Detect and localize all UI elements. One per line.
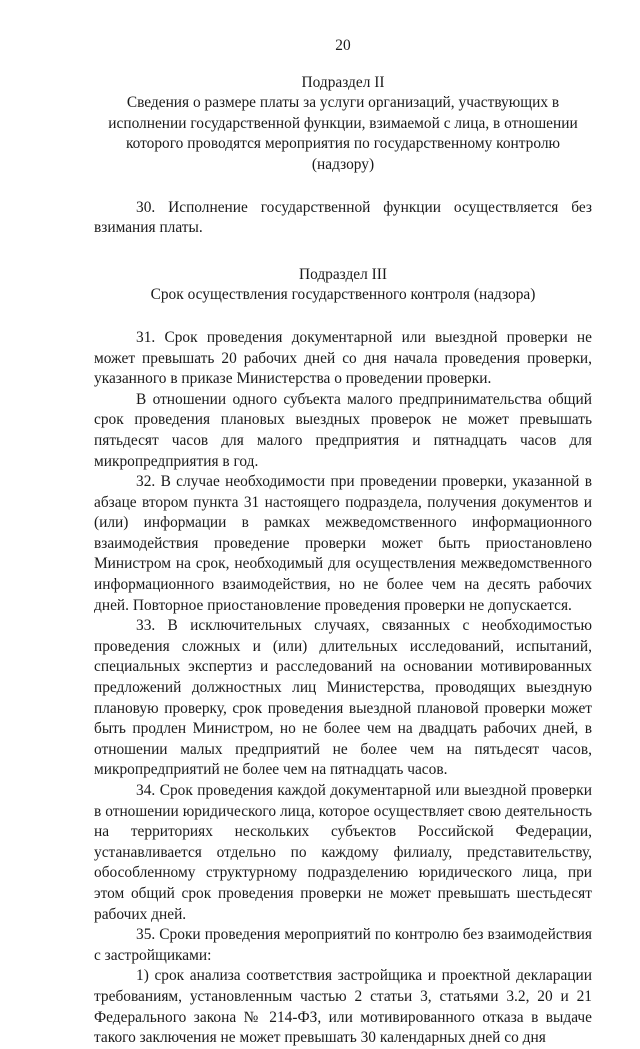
paragraph-33: 33. В исключительных случаях, связанных с необходимостью проведения сложных и (или) длительных исследований, испытаний, специальных экспертиз и расследований на основании мотивированных предложений должностных лиц Министерства, проводящих выездную плановую проверку, срок проведения выездной плановой проверки может быть продлен Министром, но не более чем на двадцать рабочих дней, в отношении малых предприятий не более чем на пятьдесят часов, микропредприятий не более чем на пятнадцать часов. (94, 617, 592, 779)
page-number: 20 (335, 37, 351, 54)
paragraph-32: 32. В случае необходимости при проведении проверки, указанной в абзаце втором пункта 31 настоящего подраздела, получения документов и (или) информации в рамках межведомственного информационного взаимодействия проведение проверки может быть приостановлено Министром на срок, необходимый для осуществления межведомственного информационного взаимодействия, но не более чем на десять рабочих дней. Повторное приостановление проведения проверки не допускается. (94, 473, 592, 614)
subsection-2-title-line-1: Сведения о размере платы за услуги организаций, участвующих в (126, 94, 560, 112)
paragraph-35: 35. Сроки проведения мероприятий по контролю без взаимодействия с застройщиками: (94, 926, 592, 964)
paragraph-34: 34. Срок проведения каждой документарной или выездной проверки в отношении юридического лица, которое осуществляет свою деятельность на территориях нескольких субъектов Российской Федерации, устанавливается отдельно по каждому филиалу, представительству, обособленному структурному подразделению юридического лица, при этом общий срок проведения проверки не может превышать шестьдесят рабочих дней. (94, 782, 592, 923)
subsection-2-title-line-2: исполнении государственной функции, взимаемой с лица, в отношении (108, 114, 578, 132)
subsection-3-heading: Подраздел III (298, 265, 388, 283)
paragraph-31: 31. Срок проведения документарной или выездной проверки не может превышать 20 рабочих дней со дня начала проведения проверки, указанного в приказе Министерства о проведении проверки. (94, 328, 592, 388)
paragraph-31-small-business: В отношении одного субъекта малого предпринимательства общий срок проведения плановых выездных проверок не может превышать пятьдесят часов для малого предприятия и пятнадцать часов для микропредприятия в год. (94, 390, 592, 470)
subsection-3-title: Срок осуществления государственного контроля (надзора) (150, 286, 536, 304)
paragraph-35-item-1: 1) срок анализа соответствия застройщика и проектной декларации требованиям, установленным частью 2 статьи 3, статьями 3.2, 20 и 21 Федерального закона № 214-ФЗ, или мотивированного отказа в выдаче такого заключения не может превышать 30 календарных дней со дня (94, 967, 592, 1047)
subsection-2-title-line-3: которого проводятся мероприятия по государственному контролю (надзору) (125, 135, 561, 173)
paragraph-30: 30. Исполнение государственной функции осуществляется без взимания платы. (94, 198, 592, 237)
subsection-2-heading: Подраздел II (301, 73, 385, 91)
